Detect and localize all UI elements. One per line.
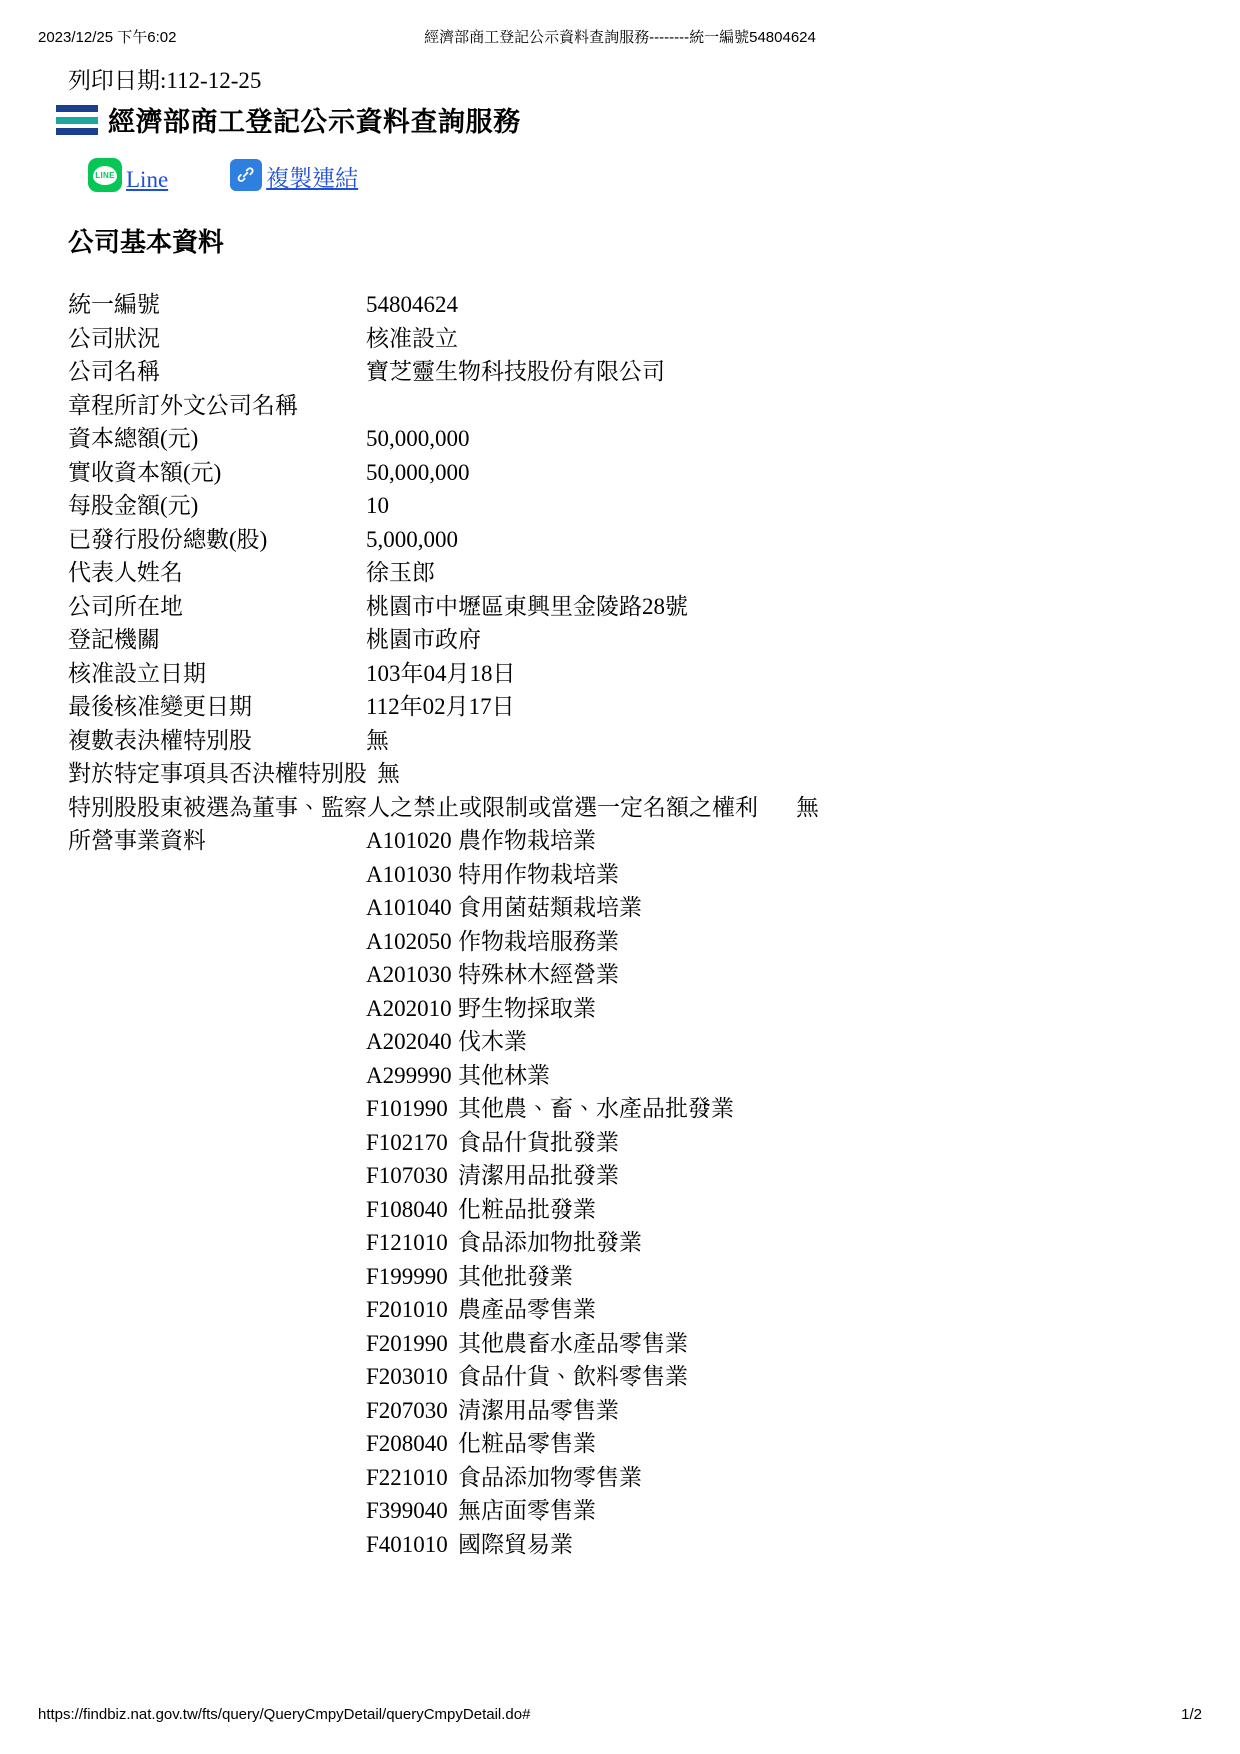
business-desc: 其他農、畜、水產品批發業 bbox=[458, 1096, 734, 1121]
print-footer bbox=[0, 1706, 1240, 1726]
business-code: F201990 bbox=[366, 1330, 448, 1356]
business-code: F401010 bbox=[366, 1531, 448, 1557]
site-title-row bbox=[56, 100, 521, 139]
site-title: 經濟部商工登記公示資料查詢服務 bbox=[108, 107, 521, 137]
list-item bbox=[366, 1360, 1168, 1394]
business-code: A202010 bbox=[366, 995, 452, 1021]
business-desc: 農產品零售業 bbox=[458, 1297, 596, 1322]
field-label: 統一編號 bbox=[68, 292, 160, 317]
business-desc: 食品添加物批發業 bbox=[458, 1230, 642, 1255]
field-value: 10 bbox=[366, 493, 389, 518]
list-item bbox=[366, 891, 1168, 925]
list-item bbox=[366, 958, 1168, 992]
business-code: A101030 bbox=[366, 861, 452, 887]
list-item bbox=[366, 1092, 1168, 1126]
business-code: A299990 bbox=[366, 1062, 452, 1088]
list-item bbox=[366, 1226, 1168, 1260]
business-desc: 特用作物栽培業 bbox=[458, 861, 619, 887]
business-desc: 化粧品批發業 bbox=[458, 1196, 596, 1222]
list-item bbox=[366, 1394, 1168, 1428]
field-label: 代表人姓名 bbox=[68, 560, 183, 585]
list-item bbox=[366, 1293, 1168, 1327]
field-label: 核准設立日期 bbox=[68, 660, 206, 686]
business-desc: 無店面零售業 bbox=[458, 1498, 596, 1523]
list-item bbox=[366, 1025, 1168, 1059]
field-value: 無 bbox=[366, 727, 389, 753]
print-header-title: 經濟部商工登記公示資料查詢服務--------統一編號54804624 bbox=[424, 29, 816, 46]
table-row-business-scope bbox=[68, 824, 1168, 1561]
field-label: 已發行股份總數(股) bbox=[68, 526, 268, 552]
print-date: 列印日期:112-12-25 bbox=[68, 68, 262, 93]
table-row-company-name bbox=[68, 355, 1168, 389]
copy-link-icon bbox=[230, 159, 262, 191]
field-label: 複數表決權特別股 bbox=[68, 727, 252, 753]
table-row-approval-date bbox=[68, 657, 1168, 691]
moea-logo-icon bbox=[56, 104, 98, 135]
list-item bbox=[366, 1193, 1168, 1227]
table-row-uniform-number bbox=[68, 288, 1168, 322]
table-row-multiple-voting-share bbox=[68, 724, 1168, 758]
business-code: F221010 bbox=[366, 1464, 448, 1490]
business-desc: 食用菌菇類栽培業 bbox=[458, 895, 642, 920]
table-row-company-status bbox=[68, 322, 1168, 356]
business-desc: 伐木業 bbox=[458, 1029, 527, 1054]
business-desc: 其他林業 bbox=[458, 1062, 550, 1088]
field-value: 無 bbox=[796, 794, 819, 820]
table-row-veto-right-share bbox=[68, 757, 1168, 791]
business-code: F203010 bbox=[366, 1364, 448, 1389]
business-code: F101990 bbox=[366, 1096, 448, 1121]
field-label: 章程所訂外文公司名稱 bbox=[68, 392, 298, 418]
field-label: 公司狀況 bbox=[68, 325, 160, 351]
list-item bbox=[366, 1427, 1168, 1461]
field-value: 寶芝靈生物科技股份有限公司 bbox=[366, 359, 665, 384]
footer-url: https://findbiz.nat.gov.tw/fts/query/QueryCmpyDetail/queryCmpyDetail.do# bbox=[38, 1706, 531, 1723]
field-label: 每股金額(元) bbox=[68, 493, 199, 518]
field-value: 50,000,000 bbox=[366, 426, 470, 451]
field-label: 公司所在地 bbox=[68, 593, 183, 619]
list-item bbox=[366, 824, 1168, 858]
business-code: F207030 bbox=[366, 1397, 448, 1423]
field-value: 徐玉郎 bbox=[366, 560, 435, 585]
field-label: 公司名稱 bbox=[68, 359, 160, 384]
share-line-link[interactable] bbox=[88, 158, 168, 192]
list-item bbox=[366, 1494, 1168, 1528]
list-item bbox=[366, 1528, 1168, 1562]
field-value: 50,000,000 bbox=[366, 459, 470, 485]
page-title: 公司基本資料 bbox=[68, 228, 225, 257]
business-desc: 食品什貨批發業 bbox=[458, 1129, 619, 1155]
table-row-capital-total bbox=[68, 422, 1168, 456]
field-label: 實收資本額(元) bbox=[68, 459, 222, 485]
business-code: F199990 bbox=[366, 1263, 448, 1289]
business-desc: 其他農畜水產品零售業 bbox=[458, 1330, 688, 1356]
business-desc: 清潔用品零售業 bbox=[458, 1397, 619, 1423]
list-item bbox=[366, 1126, 1168, 1160]
field-value: 5,000,000 bbox=[366, 526, 458, 552]
table-row-special-share-director-right bbox=[68, 791, 1168, 825]
business-scope-list bbox=[366, 824, 1168, 1561]
field-value: 54804624 bbox=[366, 292, 458, 317]
field-value: 103年04月18日 bbox=[366, 660, 516, 686]
share-row bbox=[88, 158, 358, 192]
business-desc: 國際貿易業 bbox=[458, 1531, 573, 1557]
line-icon bbox=[88, 158, 122, 192]
business-code: F201010 bbox=[366, 1297, 448, 1322]
business-code: A102050 bbox=[366, 928, 452, 954]
field-value: 核准設立 bbox=[366, 325, 458, 351]
business-desc: 其他批發業 bbox=[458, 1263, 573, 1289]
business-desc: 食品添加物零售業 bbox=[458, 1464, 642, 1490]
field-label: 對於特定事項具否決權特別股 bbox=[68, 761, 367, 786]
business-scope-label: 所營事業資料 bbox=[68, 828, 206, 853]
table-row-shares-issued bbox=[68, 523, 1168, 557]
list-item bbox=[366, 1059, 1168, 1093]
business-code: A101020 bbox=[366, 828, 452, 853]
business-desc: 野生物採取業 bbox=[458, 995, 596, 1021]
field-value: 桃園市政府 bbox=[366, 627, 481, 652]
share-line-label: Line bbox=[126, 166, 169, 192]
table-row-address bbox=[68, 590, 1168, 624]
company-basic-info-table bbox=[68, 288, 1168, 1561]
business-code: F121010 bbox=[366, 1230, 448, 1255]
line-icon-label: LINE bbox=[93, 166, 117, 185]
list-item bbox=[366, 858, 1168, 892]
table-row-representative bbox=[68, 556, 1168, 590]
business-desc: 清潔用品批發業 bbox=[458, 1163, 619, 1188]
business-code: A101040 bbox=[366, 895, 452, 920]
print-header bbox=[0, 26, 1240, 46]
business-code: A202040 bbox=[366, 1029, 452, 1054]
list-item bbox=[366, 925, 1168, 959]
copy-link-button[interactable] bbox=[230, 159, 358, 191]
business-code: F208040 bbox=[366, 1431, 448, 1456]
field-value: 無 bbox=[377, 761, 400, 786]
business-desc: 作物栽培服務業 bbox=[458, 928, 619, 954]
business-desc: 農作物栽培業 bbox=[458, 828, 596, 853]
field-label: 特別股股東被選為董事、監察人之禁止或限制或當選一定名額之權利 bbox=[68, 794, 758, 820]
table-row-foreign-name bbox=[68, 389, 1168, 423]
print-header-timestamp: 2023/12/25 下午6:02 bbox=[38, 29, 177, 46]
field-value: 112年02月17日 bbox=[366, 694, 515, 719]
business-code: F107030 bbox=[366, 1163, 448, 1188]
business-desc: 特殊林木經營業 bbox=[458, 962, 619, 987]
list-item bbox=[366, 1461, 1168, 1495]
business-code: F108040 bbox=[366, 1196, 448, 1222]
footer-page-number: 1/2 bbox=[1181, 1706, 1202, 1723]
table-row-registration-authority bbox=[68, 623, 1168, 657]
table-row-paid-in-capital bbox=[68, 456, 1168, 490]
copy-link-label: 複製連結 bbox=[266, 165, 359, 191]
table-row-last-change-date bbox=[68, 690, 1168, 724]
business-code: F399040 bbox=[366, 1498, 448, 1523]
field-label: 資本總額(元) bbox=[68, 426, 199, 451]
business-desc: 化粧品零售業 bbox=[458, 1431, 596, 1456]
business-code: A201030 bbox=[366, 962, 452, 987]
field-label: 登記機關 bbox=[68, 627, 160, 652]
business-code: F102170 bbox=[366, 1129, 448, 1155]
list-item bbox=[366, 1159, 1168, 1193]
business-desc: 食品什貨、飲料零售業 bbox=[458, 1364, 688, 1389]
list-item bbox=[366, 992, 1168, 1026]
field-value: 桃園市中壢區東興里金陵路28號 bbox=[366, 593, 688, 619]
list-item bbox=[366, 1327, 1168, 1361]
table-row-par-value bbox=[68, 489, 1168, 523]
list-item bbox=[366, 1260, 1168, 1294]
field-label: 最後核准變更日期 bbox=[68, 694, 252, 719]
